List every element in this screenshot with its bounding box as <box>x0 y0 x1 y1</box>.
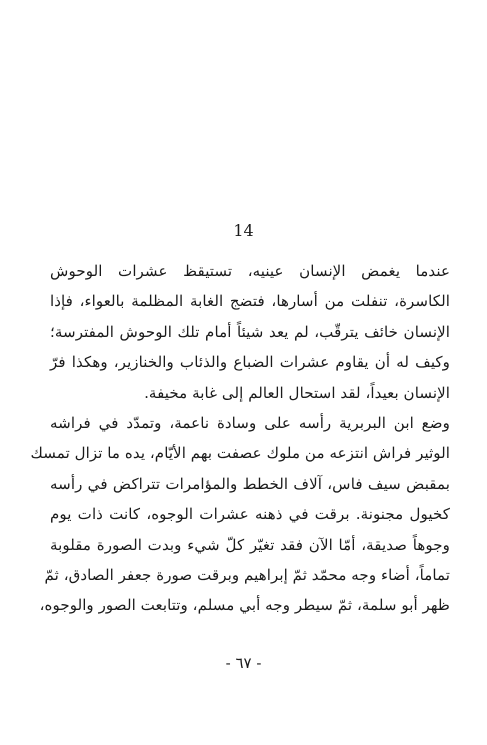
text-line: الإنسان بعيداً، لقد استحال العالم إلى غابة مخيفة. <box>144 383 450 402</box>
body-text <box>30 256 450 621</box>
text-line: بمقبض سيف فاس، آلاف الخطط والمؤامرات تتراكض في رأسه <box>50 474 450 493</box>
paragraph-1 <box>50 256 450 408</box>
text-line: ظهر أبو سلمة، ثمّ سيطر وجه أبي مسلم، وتتابعت الصور والوجوه، <box>39 596 450 615</box>
text-line: وضع ابن البربرية رأسه على وسادة ناعمة، وتمدّد في فراشه <box>50 414 450 433</box>
page-number: - ٦٧ - <box>225 654 262 672</box>
text-line: وجوهاً صديقة، أمّا الآن فقد تغيّر كلّ شيء وبدت الصورة مقلوبة <box>50 535 450 554</box>
text-line: تماماً، أضاء وجه محمّد ثمّ إبراهيم وبرقت صورة جعفر الصادق، ثمّ <box>44 566 450 585</box>
text-line: وكيف له أن يقاوم عشرات الضباع والذئاب والخنازير، وهكذا فرّ <box>50 353 450 372</box>
chapter-number: 14 <box>233 221 254 240</box>
text-line: كخيول مجنونة. برقت في ذهنه عشرات الوجوه، كانت ذات يوم <box>50 505 450 524</box>
paragraph-2 <box>30 408 450 621</box>
text-line: الكاسرة، تنفلت من أسارها، فتضج الغابة المظلمة بالعواء، فإذا <box>50 292 450 311</box>
text-line: الإنسان خائف يترقّب، لم يعد شيئاً أمام تلك الوحوش المفترسة؛ <box>50 322 450 341</box>
text-line: عندما يغمض الإنسان عينيه، تستيقظ عشرات الوحوش <box>50 262 450 280</box>
text-line: الوثير فراش انتزعه من ملوك عصفت بهم الأيّام، يده ما تزال تمسك <box>30 444 450 463</box>
